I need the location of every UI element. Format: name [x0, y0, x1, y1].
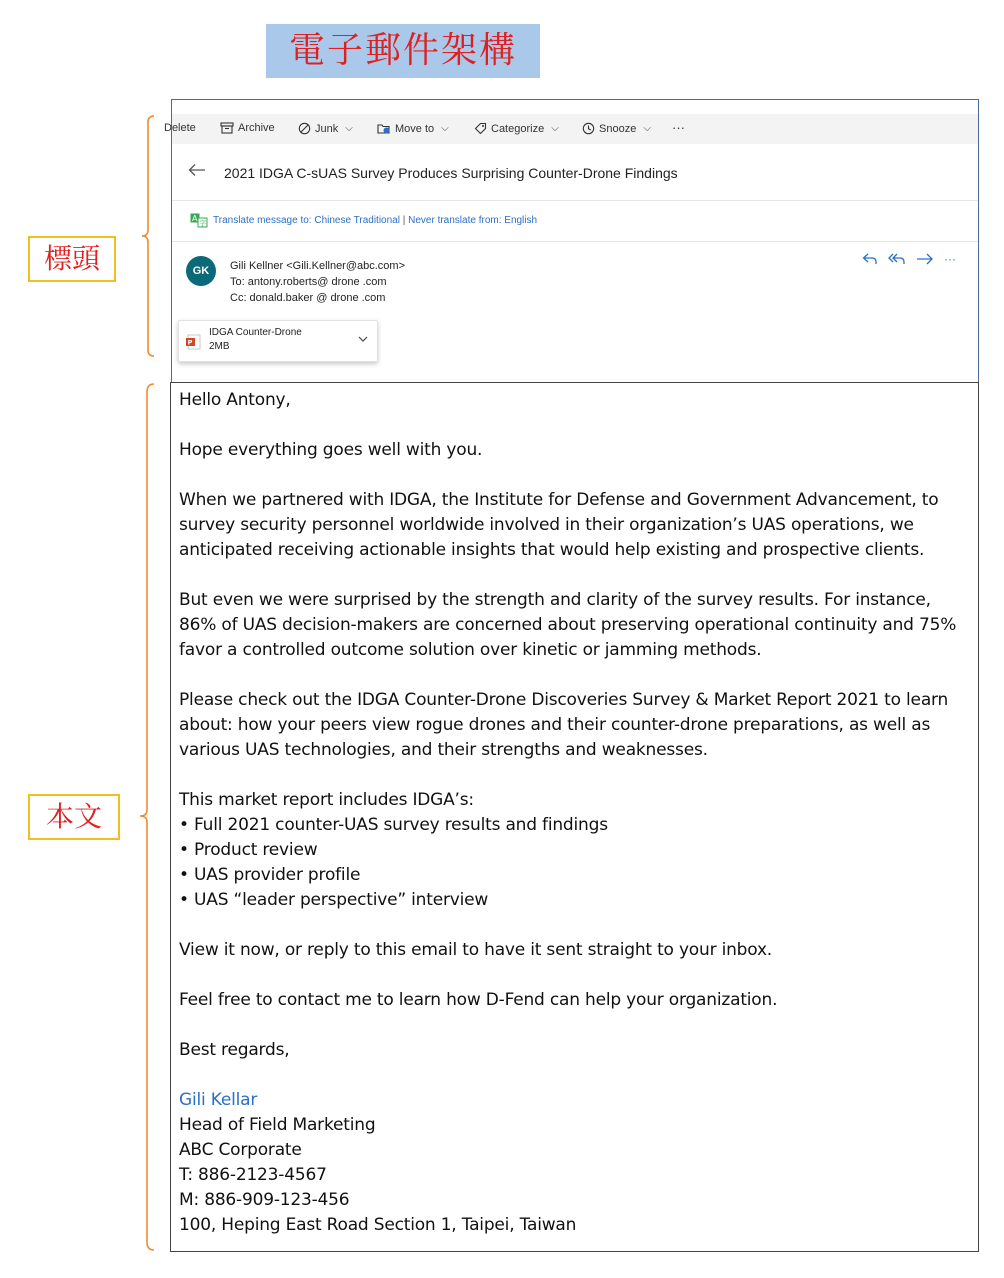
svg-text:字: 字: [199, 219, 207, 228]
list-intro: This market report includes IDGA’s:: [179, 790, 474, 810]
translate-link[interactable]: Translate message to: Chinese Traditional: [213, 215, 400, 226]
paragraph-2: [179, 488, 974, 563]
email-header-panel: [164, 99, 979, 383]
chevron-down-icon: ⌵: [441, 123, 449, 134]
signature-mobile: M: 886-909-123-456: [179, 1190, 350, 1210]
powerpoint-file-icon: [185, 334, 201, 350]
paragraph-6: Feel free to contact me to learn how D-Fend can help your organization.: [179, 990, 778, 1010]
archive-icon: [220, 122, 234, 134]
message-actions: [862, 252, 956, 266]
header-label: 標頭: [28, 236, 116, 282]
junk-icon: [298, 122, 311, 135]
signature-company: ABC Corporate: [179, 1140, 302, 1160]
paragraph-line: But even we were surprised by the strength and clarity of the survey results. For instance,: [179, 590, 931, 610]
list-item: • Full 2021 counter-UAS survey results and findings: [179, 815, 608, 835]
junk-label: Junk: [315, 122, 339, 135]
list-item: • UAS “leader perspective” interview: [179, 890, 489, 910]
more-actions-button[interactable]: ···: [944, 252, 956, 266]
categorize-button[interactable]: [474, 122, 559, 135]
move-to-button[interactable]: [377, 122, 449, 135]
header-brace: [140, 114, 160, 358]
junk-button[interactable]: [298, 122, 353, 135]
delete-button[interactable]: [164, 122, 196, 134]
paragraph-line: Please check out the IDGA Counter-Drone Discoveries Survey & Market Report 2021 to learn: [179, 690, 949, 710]
translate-separator: |: [402, 215, 406, 226]
body-label: 本文: [28, 794, 120, 840]
folder-move-icon: [377, 122, 391, 135]
paragraph-line: When we partnered with IDGA, the Institute for Defense and Government Advancement, to: [179, 490, 939, 510]
paragraph-3: [179, 588, 974, 663]
paragraph-line: anticipated receiving actionable insights that would help existing and prospective clients.: [179, 540, 925, 560]
list-item: • Product review: [179, 840, 318, 860]
clock-icon: [582, 122, 595, 135]
subject-row: [172, 144, 978, 201]
paragraph-4: [179, 688, 974, 763]
recipient-to: To: antony.roberts@ drone .com: [230, 276, 387, 288]
recipient-cc: Cc: donald.baker @ drone .com: [230, 292, 386, 304]
forward-icon[interactable]: [916, 252, 934, 266]
archive-label: Archive: [238, 122, 275, 134]
body-brace: [138, 382, 158, 1252]
chevron-down-icon: ⌵: [551, 123, 559, 134]
attachment-card[interactable]: [178, 320, 378, 362]
delete-label: Delete: [164, 122, 196, 134]
paragraph-line: 86% of UAS decision-makers are concerned about preserving operational continuity and 75%: [179, 615, 957, 635]
list-item: • UAS provider profile: [179, 865, 361, 885]
attachment-name: IDGA Counter-Drone: [209, 327, 302, 338]
move-to-label: Move to: [395, 122, 435, 135]
email-subject: 2021 IDGA C-sUAS Survey Produces Surprising Counter-Drone Findings: [224, 165, 678, 181]
closing: Best regards,: [179, 1040, 290, 1060]
paragraph-line: about: how your peers view rogue drones and their counter-drone preparations, as well as: [179, 715, 931, 735]
signature-title: Head of Field Marketing: [179, 1115, 376, 1135]
back-arrow-icon[interactable]: [188, 163, 206, 177]
signature: [179, 1088, 974, 1238]
reply-all-icon[interactable]: [888, 252, 906, 266]
chevron-down-icon: ⌵: [345, 123, 353, 134]
paragraph-line: favor a controlled outcome solution over kinetic or jamming methods.: [179, 640, 762, 660]
snooze-button[interactable]: [582, 122, 651, 135]
toolbar: [164, 114, 978, 144]
report-list: [179, 788, 974, 913]
svg-text:A: A: [192, 214, 198, 223]
signature-phone: T: 886-2123-4567: [179, 1165, 327, 1185]
svg-text:P: P: [187, 338, 193, 347]
never-translate-link[interactable]: Never translate from: English: [408, 215, 538, 226]
chevron-down-icon: ⌵: [643, 123, 651, 134]
attachment-size: 2MB: [209, 341, 230, 352]
signature-name[interactable]: Gili Kellar: [179, 1090, 258, 1110]
diagram-title: 電子郵件架構: [266, 24, 540, 78]
greeting: Hello Antony,: [179, 390, 291, 410]
tag-icon: [474, 122, 487, 135]
avatar[interactable]: GK: [186, 256, 216, 286]
sender-from[interactable]: Gili Kellner <Gili.Kellner@abc.com>: [230, 260, 406, 272]
archive-button[interactable]: [220, 122, 275, 134]
chevron-down-icon[interactable]: [357, 334, 369, 344]
paragraph-line: survey security personnel worldwide involved in their organization’s UAS operations, we: [179, 515, 914, 535]
translate-bar: [172, 201, 978, 242]
more-options-button[interactable]: ···: [672, 120, 685, 135]
paragraph-1: Hope everything goes well with you.: [179, 440, 483, 460]
paragraph-5: View it now, or reply to this email to have it sent straight to your inbox.: [179, 940, 773, 960]
email-body-panel: [170, 382, 979, 1252]
sender-block: [230, 258, 405, 306]
signature-address: 100, Heping East Road Section 1, Taipei, Taiwan: [179, 1215, 577, 1235]
email-body: [179, 388, 974, 1263]
reply-icon[interactable]: [862, 252, 878, 266]
categorize-label: Categorize: [491, 122, 545, 135]
snooze-label: Snooze: [599, 122, 637, 135]
paragraph-line: various UAS technologies, and their strengths and weaknesses.: [179, 740, 708, 760]
translate-icon: [190, 213, 208, 228]
